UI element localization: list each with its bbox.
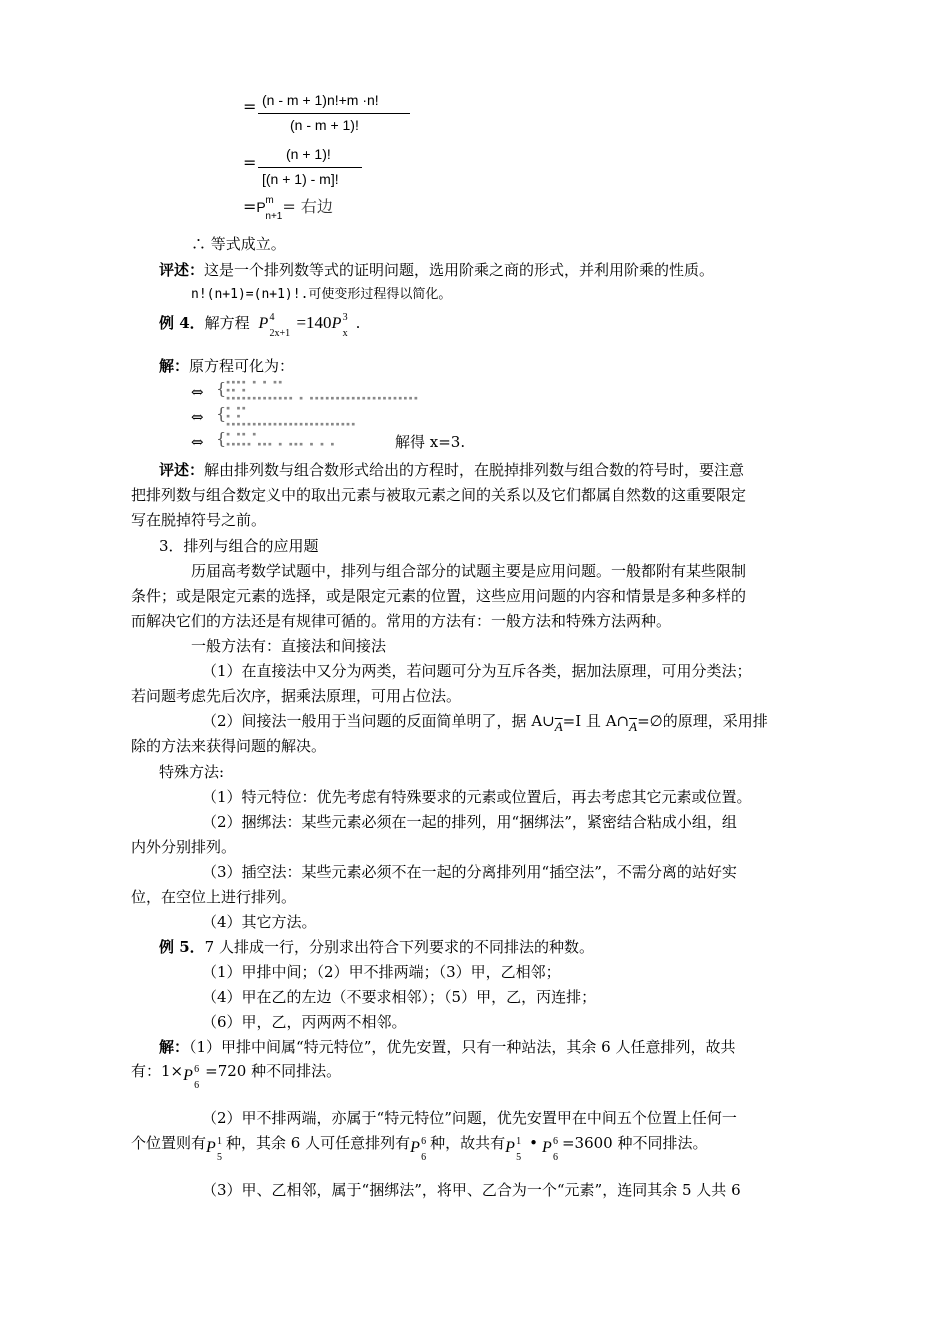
- fraction-2-denominator: [(n + 1) - m]!: [262, 171, 339, 187]
- solution-label: 解：: [159, 357, 190, 375]
- therefore-line: ∴ 等式成立。: [191, 235, 286, 253]
- solution-5-line-2: 有：1×P 6 6 =720 种不同排法。: [131, 1062, 342, 1091]
- brace-icon: {: [216, 429, 227, 448]
- equals-sign: =: [243, 153, 257, 172]
- special-method-line: （2）捆绑法：某些元素必须在一起的排列，用“捆绑法”，紧密结合粘成小组，组: [202, 813, 737, 831]
- iff-symbol: ⇔: [191, 408, 204, 426]
- complement-a: $\overline{A}$: [554, 719, 563, 734]
- system-image: ▪ ▪▪ ▪: [226, 430, 258, 438]
- example-5: 例 5．7 人排成一行，分别求出符合下列要求的不同排法的种数。: [159, 938, 594, 956]
- fraction-bar: [258, 113, 410, 114]
- special-method-line: 位，在空位上进行排列。: [131, 888, 297, 906]
- example-label: 例 5．: [159, 938, 205, 956]
- comment-2-line-2: 把排列数与组合数定义中的取出元素与被取元素之间的关系以及它们都属自然数的这重要限定: [131, 486, 747, 504]
- system-image: ▪▪▪▪ ▪ ▪ ▪▪: [226, 378, 284, 386]
- complement-a: $\overline{A}$: [629, 719, 638, 734]
- section-3-paragraph-line: 而解决它们的方法还是有规律可循的。常用的方法有：一般方法和特殊方法两种。: [131, 612, 672, 630]
- comment-2-line-1: 评述：解由排列数与组合数形式给出的方程时，在脱掉排列数与组合数的符号时，要注意: [159, 461, 745, 479]
- fraction-1-denominator: (n - m + 1)!: [290, 117, 359, 133]
- comment-2-line-3: 写在脱掉符号之前。: [131, 511, 267, 529]
- solution-4-result: 解得 x=3.: [395, 433, 466, 451]
- equals-sign: =: [243, 97, 257, 116]
- solution-5-line-1: 解：（1）甲排中间属“特元特位”，优先安置，只有一种站法，其余 6 人任意排列，故共: [159, 1038, 736, 1056]
- special-method-line: （4）其它方法。: [202, 913, 317, 931]
- solution-4: 解：原方程可化为：: [159, 357, 295, 375]
- iff-symbol: ⇔: [191, 383, 204, 401]
- iff-symbol: ⇔: [191, 433, 204, 451]
- comment-label: 评述：: [159, 261, 205, 279]
- method-1-line: （1）在直接法中又分为两类，若问题可分为互斥各类，据加法原理，可用分类法；: [202, 662, 752, 680]
- general-methods: 一般方法有：直接法和间接法: [191, 637, 387, 655]
- section-3-paragraph-line: 条件；或是限定元素的选择，或是限定元素的位置，这些应用问题的内容和情景是多种多样的: [131, 587, 747, 605]
- system-image: ▪▪ ▪: [226, 386, 247, 394]
- system-image: ▪ ▪: [226, 412, 242, 420]
- solution-label: 解：: [159, 1038, 190, 1056]
- derivation-result: =P m n+1 = 右边: [243, 195, 333, 222]
- solution-5-line-4: 个位置则有P 1 5 种，其余 6 人可任意排列有P 6 6 种，故共有P 1 5 • P 6 6 =3600 种不同排法。: [131, 1134, 708, 1163]
- system-image: ▪ ▪▪: [226, 404, 247, 412]
- brace-icon: {: [216, 379, 227, 398]
- fraction-1-numerator: (n - m + 1)n!+m ·n!: [262, 92, 379, 108]
- method-1-line: 若问题考虑先后次序，据乘法原理，可用占位法。: [131, 687, 462, 705]
- example-5-item: （1）甲排中间；（2）甲不排两端；（3）甲，乙相邻；: [202, 963, 561, 981]
- method-2-line: 除的方法来获得问题的解决。: [131, 737, 327, 755]
- example-5-item: （6）甲，乙，丙两两不相邻。: [202, 1013, 407, 1031]
- section-3-title: 3．排列与组合的应用题: [159, 537, 319, 555]
- system-image: ▪▪▪▪▪ ▪▪▪ ▪ ▪▪▪ ▪ ▪ ▪: [226, 440, 336, 448]
- solution-5-line-3: （2）甲不排两端，亦属于“特元特位”问题，优先安置甲在中间五个位置上任何一: [202, 1109, 737, 1127]
- comment-label: 评述：: [159, 461, 205, 479]
- example-label: 例 4．: [159, 314, 205, 332]
- method-2-line: （2）间接法一般用于当问题的反面简单明了，据 $A\cup\overline{A}=I$ 且 $A\cap\overline{A}=\emptyset$的原理，采用排: [202, 712, 768, 734]
- comment-1: 评述：这是一个排列数等式的证明问题，选用阶乘之商的形式，并利用阶乘的性质。: [159, 261, 715, 279]
- brace-icon: {: [216, 404, 227, 423]
- comment-1-continued: n!(n+1)=(n+1)!.可使变形过程得以简化。: [191, 287, 452, 302]
- system-image: ▪▪▪▪▪▪▪▪▪▪▪▪▪▪▪▪▪▪▪▪▪▪▪▪▪: [226, 420, 357, 428]
- special-methods: 特殊方法:: [159, 763, 225, 781]
- special-method-line: （1）特元特位：优先考虑有特殊要求的元素或位置后，再去考虑其它元素或位置。: [202, 788, 752, 806]
- special-method-line: 内外分别排列。: [131, 838, 237, 856]
- section-3-paragraph-line: 历届高考数学试题中，排列与组合部分的试题主要是应用问题。一般都附有某些限制: [191, 562, 747, 580]
- example-5-item: （4）甲在乙的左边（不要求相邻）；（5）甲，乙，丙连排；: [202, 988, 597, 1006]
- solution-5-line-5: （3）甲、乙相邻，属于“捆绑法”，将甲、乙合为一个“元素”，连同其余 5 人共 6: [202, 1181, 741, 1199]
- system-image: ▪▪▪▪▪▪▪▪▪▪▪▪▪ ▪ ▪▪▪▪▪▪▪▪▪▪▪▪▪▪▪▪▪▪▪▪▪: [226, 394, 419, 402]
- example-4: 例 4．解方程 P 4 2x+1 =140P 3 x .: [159, 312, 361, 339]
- special-method-line: （3）插空法：某些元素必须不在一起的分离排列用“插空法”，不需分离的站好实: [202, 863, 737, 881]
- fraction-2-numerator: (n + 1)!: [286, 146, 331, 162]
- fraction-bar: [258, 167, 362, 168]
